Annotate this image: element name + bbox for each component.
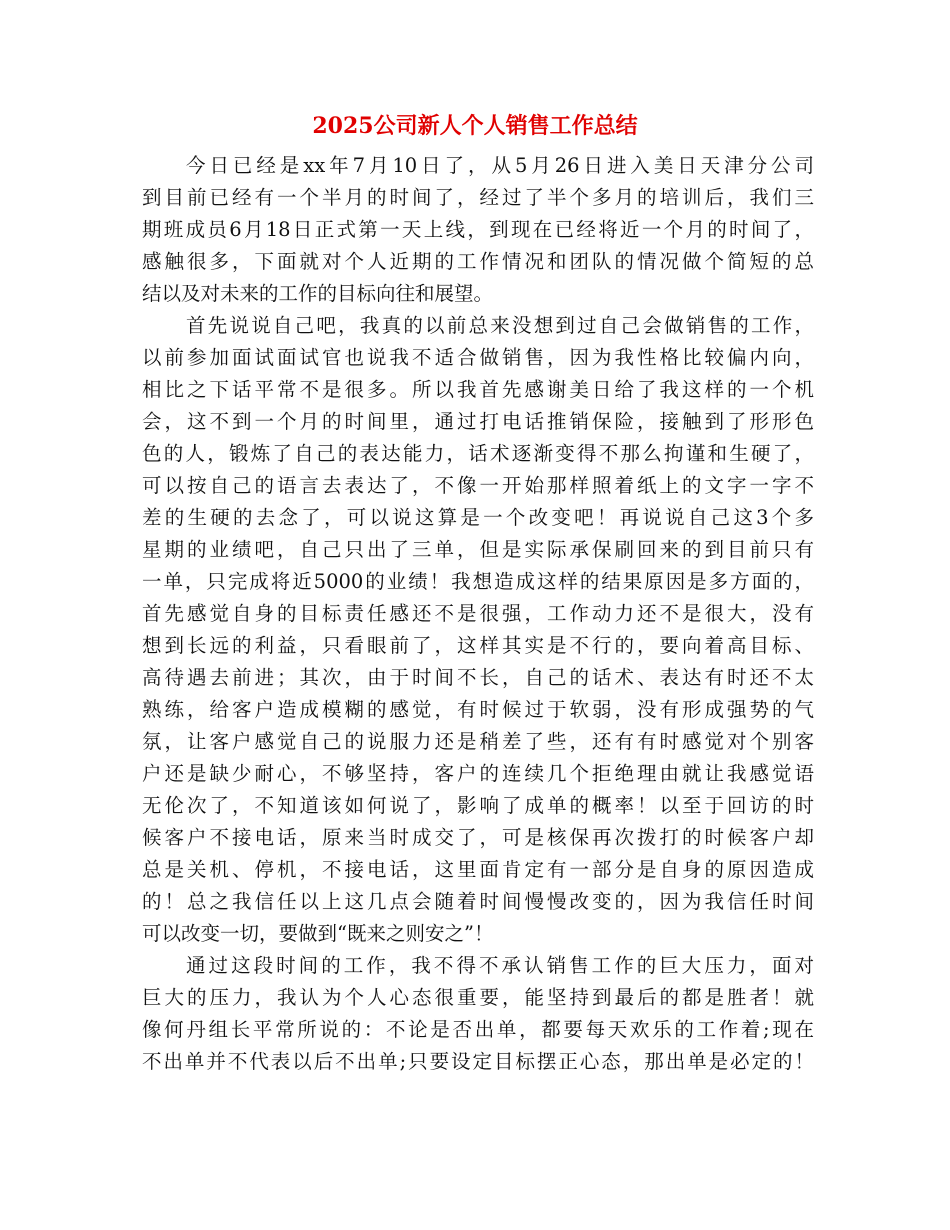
paragraph-2-line: 首先感觉自身的目标责任感还不是很强，工作动力还不是很大，没有 xyxy=(142,602,814,625)
document-title: 2025公司新人个人销售工作总结 xyxy=(312,113,638,139)
paragraph-1-line: 到目前已经有一个半月的时间了，经过了半个多月的培训后，我们三 xyxy=(142,186,814,209)
paragraph-1-line: 结以及对未来的工作的目标向往和展望。 xyxy=(142,282,494,305)
paragraph-2-line: 户还是缺少耐心，不够坚持，客户的连续几个拒绝理由就让我感觉语 xyxy=(142,762,814,785)
paragraph-3-line: 不出单并不代表以后不出单;只要设定目标摆正心态，那出单是必定的！ xyxy=(142,1050,814,1073)
paragraph-2-line: 以前参加面试面试官也说我不适合做销售，因为我性格比较偏内向， xyxy=(142,346,814,369)
paragraph-2-line: 会，这不到一个月的时间里，通过打电话推销保险，接触到了形形色 xyxy=(142,410,814,433)
document-body xyxy=(142,150,814,1078)
paragraph-2-line: 的！总之我信任以上这几点会随着时间慢慢改变的，因为我信任时间 xyxy=(142,890,814,913)
paragraph-2-line: 相比之下话平常不是很多。所以我首先感谢美日给了我这样的一个机 xyxy=(142,378,814,401)
paragraph-2-line: 色的人，锻炼了自己的表达能力，话术逐渐变得不那么拘谨和生硬了， xyxy=(142,442,814,465)
paragraph-2-line: 首先说说自己吧，我真的以前总来没想到过自己会做销售的工作， xyxy=(186,314,814,337)
paragraph-2-line: 总是关机、停机，不接电话，这里面肯定有一部分是自身的原因造成 xyxy=(142,858,814,881)
paragraph-1-line: 今日已经是xx年7月10日了，从5月26日进入美日天津分公司 xyxy=(186,154,814,177)
paragraph-3-line: 巨大的压力，我认为个人心态很重要，能坚持到最后的都是胜者！就 xyxy=(142,986,814,1009)
paragraph-2-line: 可以按自己的语言去表达了，不像一开始那样照着纸上的文字一字不 xyxy=(142,474,814,497)
paragraph-2-line: 氛，让客户感觉自己的说服力还是稍差了些，还有有时感觉对个别客 xyxy=(142,730,814,753)
paragraph-2-line: 高待遇去前进；其次，由于时间不长，自己的话术、表达有时还不太 xyxy=(142,666,814,689)
paragraph-2-line: 想到长远的利益，只看眼前了，这样其实是不行的，要向着高目标、 xyxy=(142,634,814,657)
paragraph-3-line: 通过这段时间的工作，我不得不承认销售工作的巨大压力，面对 xyxy=(186,954,814,977)
paragraph-2-line: 可以改变一切，要做到“既来之则安之”！ xyxy=(142,922,494,945)
paragraph-2-line: 熟练，给客户造成模糊的感觉，有时候过于软弱，没有形成强势的气 xyxy=(142,698,814,721)
paragraph-2-line: 星期的业绩吧，自己只出了三单，但是实际承保刷回来的到目前只有 xyxy=(142,538,814,561)
paragraph-2-line: 一单，只完成将近5000的业绩！我想造成这样的结果原因是多方面的， xyxy=(142,570,814,593)
paragraph-1-line: 感触很多，下面就对个人近期的工作情况和团队的情况做个简短的总 xyxy=(142,250,814,273)
paragraph-2-line: 候客户不接电话，原来当时成交了，可是核保再次拨打的时候客户却 xyxy=(142,826,814,849)
paragraph-1-line: 期班成员6月18日正式第一天上线，到现在已经将近一个月的时间了， xyxy=(142,218,814,241)
paragraph-2-line: 无伦次了，不知道该如何说了，影响了成单的概率！以至于回访的时 xyxy=(142,794,814,817)
paragraph-2-line: 差的生硬的去念了，可以说这算是一个改变吧！再说说自己这3个多 xyxy=(142,506,814,529)
paragraph-3-line: 像何丹组长平常所说的：不论是否出单，都要每天欢乐的工作着;现在 xyxy=(142,1018,814,1041)
